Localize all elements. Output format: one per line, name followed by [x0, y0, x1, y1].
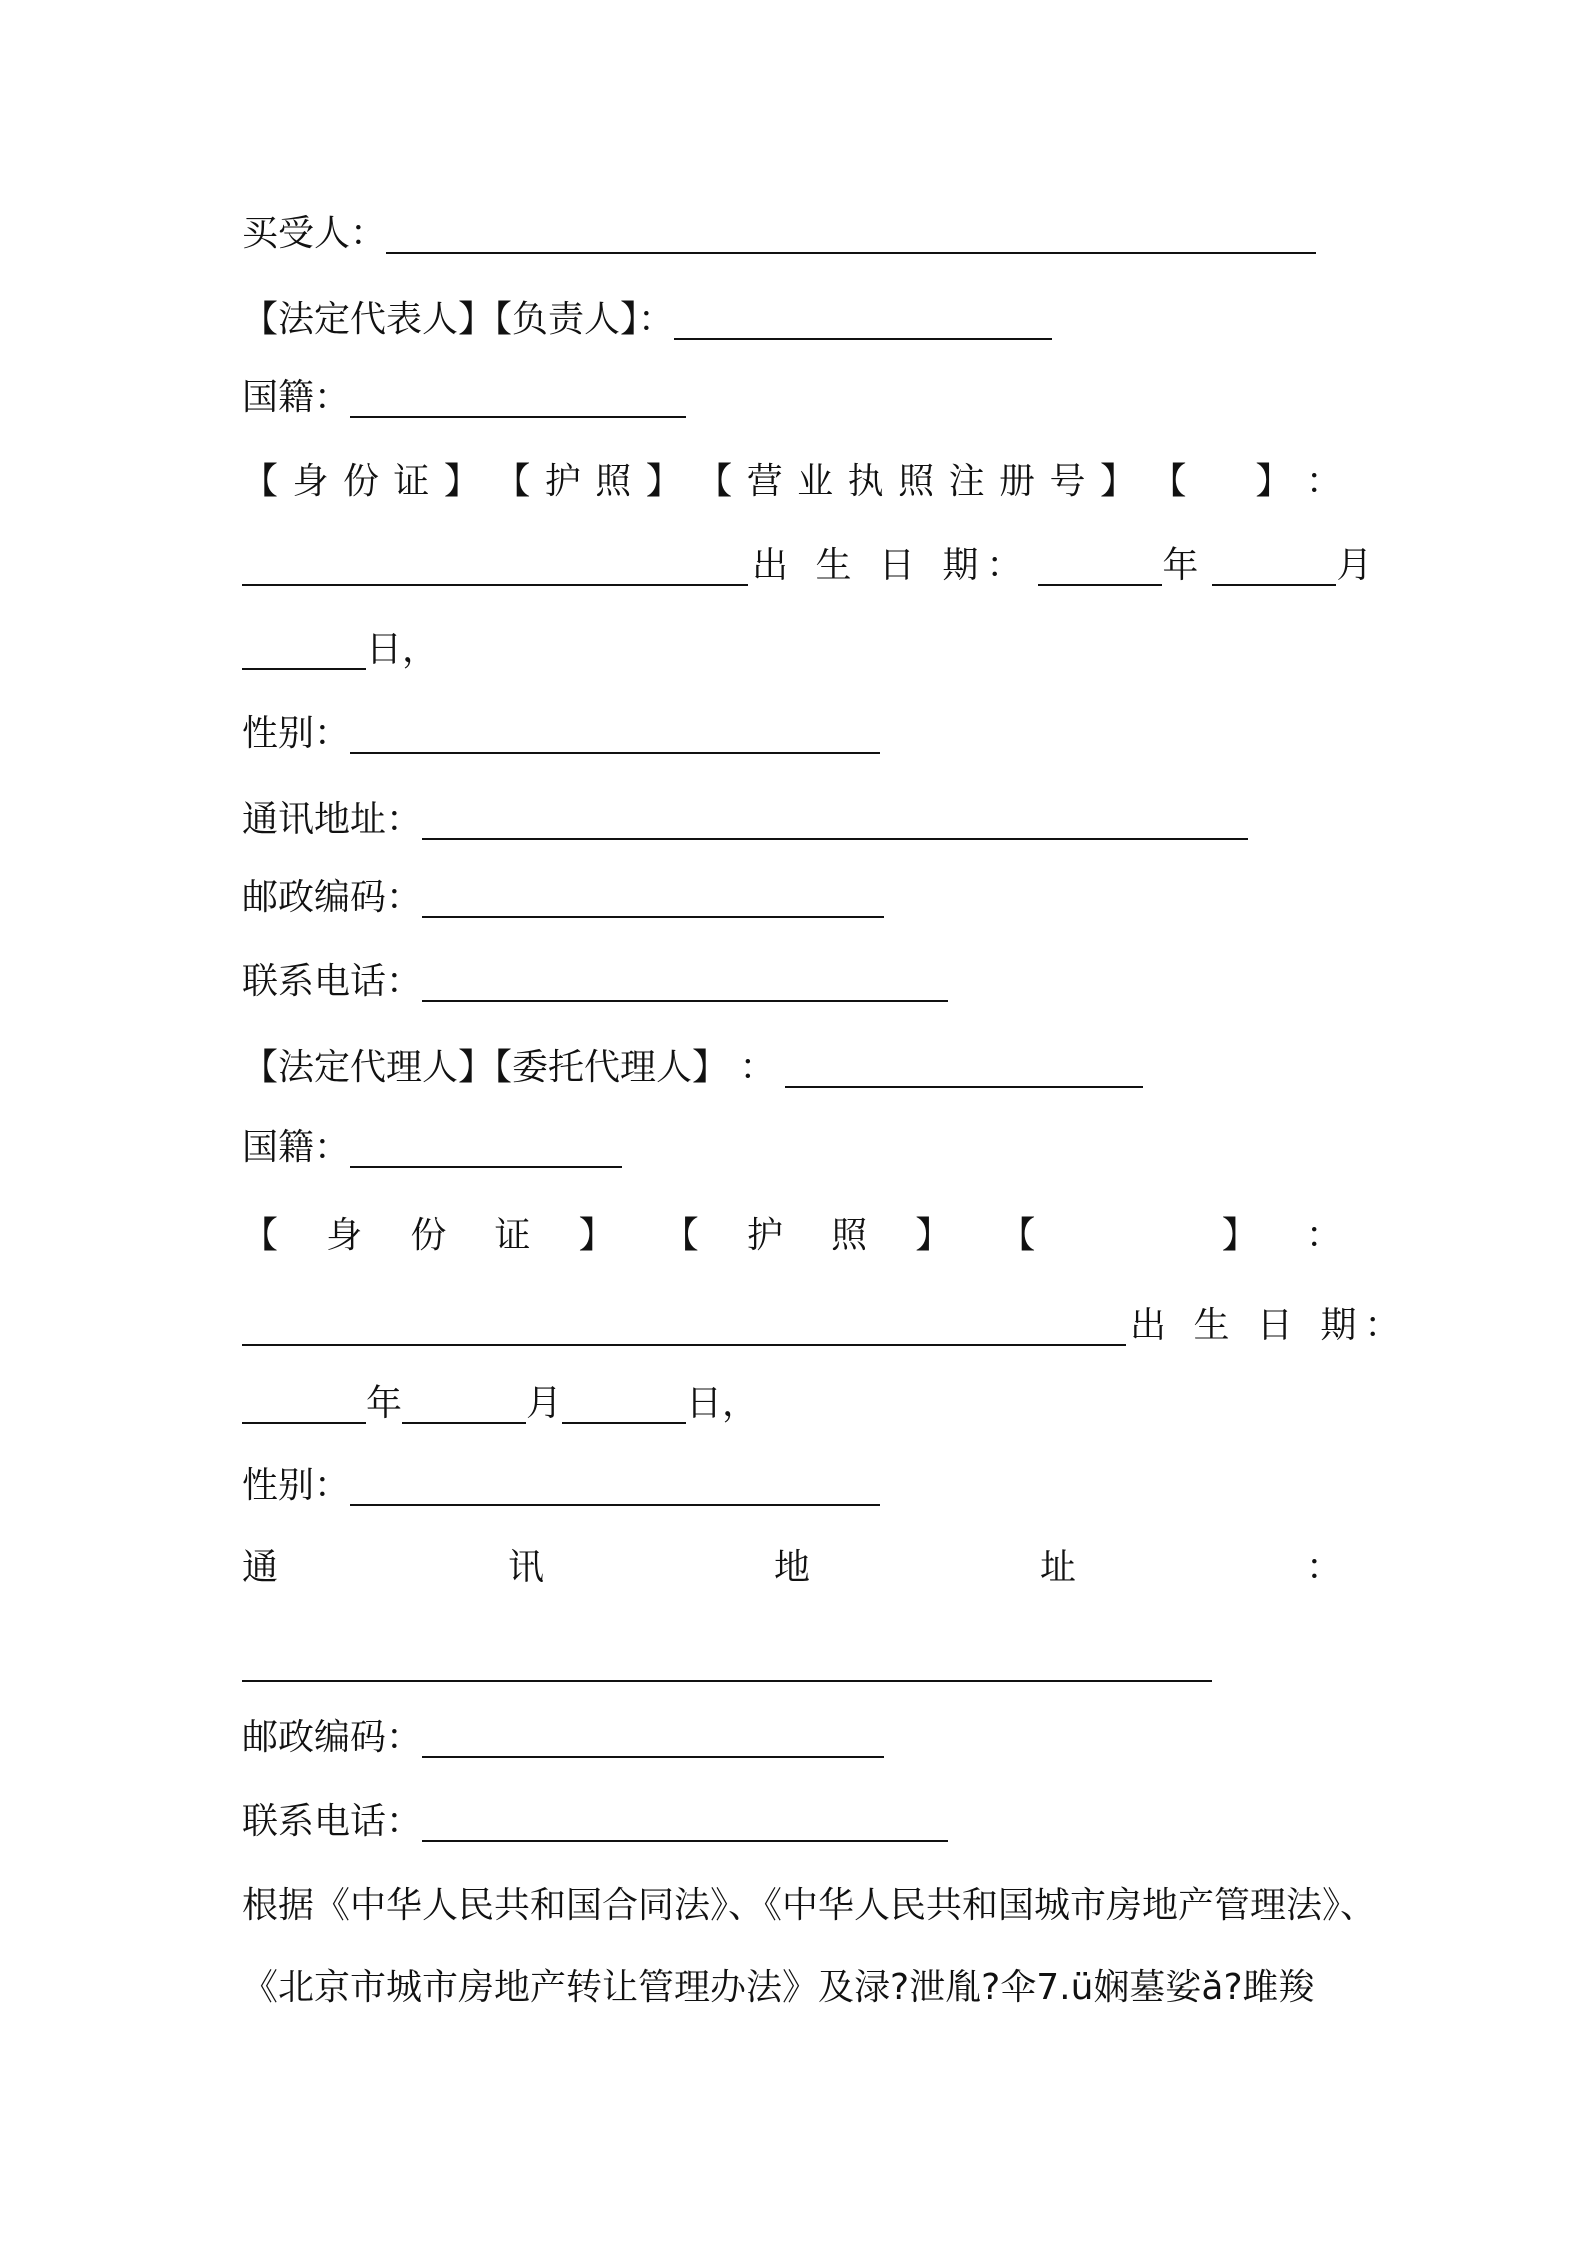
bracket-open: 【: [1150, 461, 1187, 502]
agent-nationality-field[interactable]: [350, 1128, 622, 1168]
id-char: 册: [999, 461, 1036, 502]
bracket-close: 】: [1221, 1215, 1258, 1256]
id-char: 照: [831, 1215, 868, 1256]
birth-label: 出 生 日 期：: [1130, 1305, 1409, 1346]
legal-basis-line-1: [242, 1880, 1376, 1932]
postcode-label: 邮政编码：: [242, 877, 423, 918]
id-char: 照: [595, 461, 632, 502]
agent-row: [242, 1042, 1143, 1094]
bracket-open: 【: [999, 1215, 1036, 1256]
agent-postcode-row: [242, 1712, 884, 1764]
buyer-address-row: [242, 794, 1248, 846]
buyer-phone-row: [242, 956, 948, 1008]
id-char: 执: [847, 461, 884, 502]
birth-day-field[interactable]: [562, 1384, 686, 1424]
gender-label: 性别：: [242, 1465, 351, 1506]
month-label: 月: [526, 1383, 563, 1424]
birth-label: 出 生 日 期：: [752, 545, 1031, 586]
buyer-row: [242, 208, 1316, 260]
bracket-open: 【: [494, 461, 531, 502]
buyer-nationality-field[interactable]: [350, 378, 686, 418]
agent-address-field-row: [242, 1636, 1212, 1688]
legal-rep-field[interactable]: [674, 300, 1052, 340]
phone-label: 联系电话：: [242, 961, 423, 1002]
bracket-open: 【: [242, 461, 279, 502]
id-char: 护: [544, 461, 581, 502]
id-char: 份: [410, 1215, 447, 1256]
colon: ：: [1305, 1215, 1342, 1256]
agent-address-label-row: [242, 1542, 1342, 1594]
buyer-gender-field[interactable]: [350, 714, 880, 754]
bracket-open: 【: [696, 461, 733, 502]
month-label: 月: [1336, 545, 1373, 586]
birth-month-field[interactable]: [1212, 546, 1336, 586]
legal-rep-row: [242, 294, 1052, 346]
id-char: 护: [746, 1215, 783, 1256]
legal-rep-label: 【法定代表人】【负责人】：: [242, 299, 675, 340]
day-label: 日，: [686, 1383, 759, 1424]
bracket-close: 】: [578, 1215, 615, 1256]
buyer-id-birth-row: [242, 540, 1372, 592]
agent-phone-field[interactable]: [422, 1802, 948, 1842]
agent-postcode-field[interactable]: [422, 1718, 884, 1758]
legal-basis-text: 根据《中华人民共和国合同法》、《中华人民共和国城市房地产管理法》、: [242, 1885, 1377, 1926]
buyer-postcode-field[interactable]: [422, 878, 884, 918]
id-char: 身: [326, 1215, 363, 1256]
address-char: 讯: [507, 1547, 544, 1588]
agent-id-number-field[interactable]: [242, 1306, 1126, 1346]
address-colon: ：: [1305, 1547, 1342, 1588]
buyer-postcode-row: [242, 872, 884, 924]
bracket-close: 】: [915, 1215, 952, 1256]
buyer-name-field[interactable]: [386, 214, 1316, 254]
legal-basis-text: 《北京市城市房地产转让管理办法》及渌?泄胤?伞7.ü娴墓娑ǎ?雎羧: [242, 1967, 1315, 2008]
bracket-close: 】: [1255, 461, 1292, 502]
agent-gender-row: [242, 1460, 880, 1512]
buyer-id-number-field[interactable]: [242, 546, 748, 586]
address-label: 通讯地址：: [242, 799, 423, 840]
agent-label: 【法定代理人】【委托代理人】 ：: [242, 1047, 776, 1088]
birth-day-field[interactable]: [242, 630, 366, 670]
day-label: 日，: [366, 629, 439, 670]
id-char: 证: [393, 461, 430, 502]
nationality-label: 国籍：: [242, 377, 351, 418]
phone-label: 联系电话：: [242, 1801, 423, 1842]
agent-id-types-row: [242, 1210, 1342, 1262]
agent-phone-row: [242, 1796, 948, 1848]
bracket-close: 】: [443, 461, 480, 502]
gender-label: 性别：: [242, 713, 351, 754]
id-char: 证: [494, 1215, 531, 1256]
agent-gender-field[interactable]: [350, 1466, 880, 1506]
address-char: 地: [773, 1547, 810, 1588]
year-label: 年: [366, 1383, 403, 1424]
nationality-label: 国籍：: [242, 1127, 351, 1168]
agent-nationality-row: [242, 1122, 622, 1174]
year-label: 年: [1162, 545, 1199, 586]
address-char: 址: [1039, 1547, 1076, 1588]
agent-id-birth-row: [242, 1300, 1408, 1352]
id-char: 业: [797, 461, 834, 502]
agent-address-field[interactable]: [242, 1642, 1212, 1682]
bracket-close: 】: [645, 461, 682, 502]
birth-year-field[interactable]: [242, 1384, 366, 1424]
id-char: 号: [1049, 461, 1086, 502]
buyer-phone-field[interactable]: [422, 962, 948, 1002]
buyer-gender-row: [242, 708, 880, 760]
id-char: 注: [948, 461, 985, 502]
agent-birth-date-row: [242, 1378, 758, 1430]
buyer-address-field[interactable]: [422, 800, 1248, 840]
id-char: 照: [898, 461, 935, 502]
bracket-close: 】: [1099, 461, 1136, 502]
colon: ：: [1305, 461, 1342, 502]
buyer-id-types-row: [242, 456, 1342, 508]
agent-name-field[interactable]: [785, 1048, 1143, 1088]
bracket-open: 【: [242, 1215, 279, 1256]
buyer-birth-day-row: [242, 624, 438, 676]
postcode-label: 邮政编码：: [242, 1717, 423, 1758]
id-char: 份: [342, 461, 379, 502]
birth-year-field[interactable]: [1038, 546, 1162, 586]
bracket-open: 【: [662, 1215, 699, 1256]
buyer-nationality-row: [242, 372, 686, 424]
buyer-label: 买受人：: [242, 213, 387, 254]
legal-basis-line-2: [242, 1962, 1315, 2014]
id-char: 营: [746, 461, 783, 502]
id-char: 身: [292, 461, 329, 502]
birth-month-field[interactable]: [402, 1384, 526, 1424]
address-char: 通: [242, 1547, 279, 1588]
